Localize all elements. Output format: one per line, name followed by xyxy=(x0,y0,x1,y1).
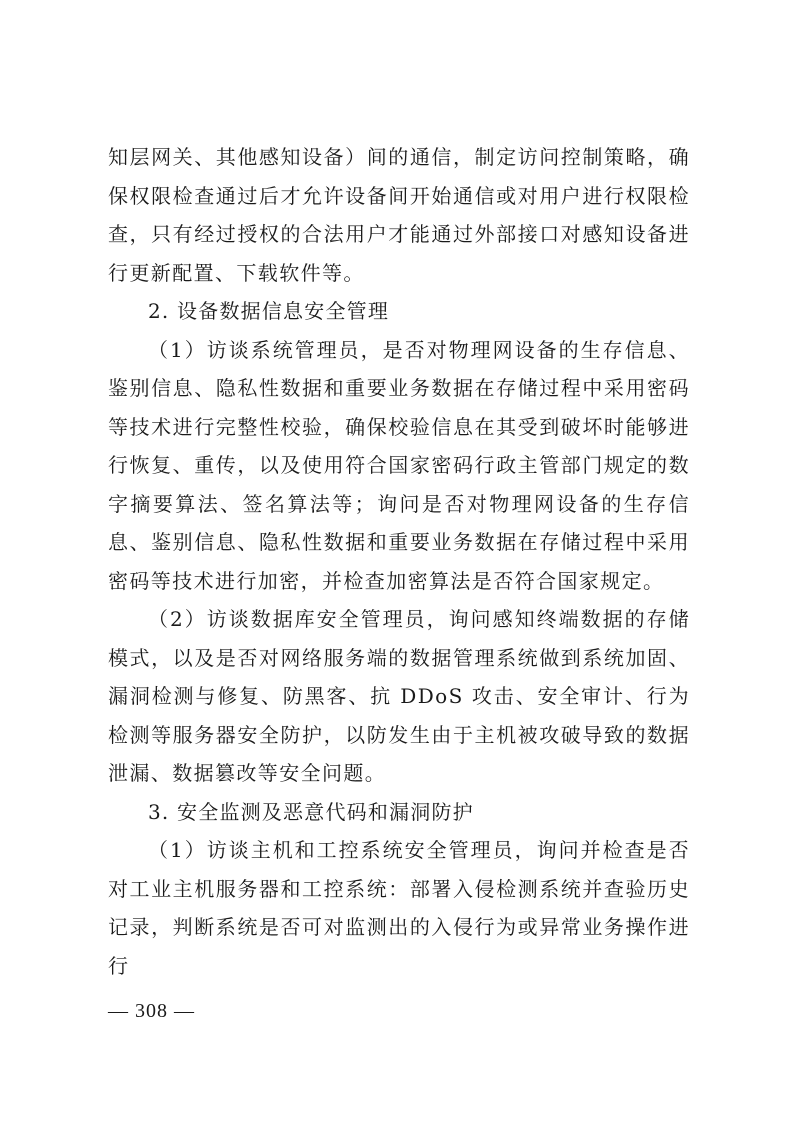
paragraph-2-1: （1）访谈系统管理员，是否对物理网设备的生存信息、鉴别信息、隐私性数据和重要业务数据在存储过程中采用密码等技术进行完整性校验，确保校验信息在其受到破坏时能够进行恢复、重传，以及使用符合国家密码行政主管部门规定的数字摘要算法、签名算法等；询问是否对物理网设备的生存信息、鉴别信息、隐私性数据和重要业务数据在存储过程中采用密码等技术进行加密，并检查加密算法是否符合国家规定。 xyxy=(108,337,690,593)
page-number: — 308 — xyxy=(108,1000,195,1022)
section-heading-3: 3. 安全监测及恶意代码和漏洞防护 xyxy=(148,799,474,824)
document-body xyxy=(108,138,690,985)
paragraph-2-2: （2）访谈数据库安全管理员，询问感知终端数据的存储模式，以及是否对网络服务端的数据管理系统做到系统加固、漏洞检测与修复、防黑客、抗 DDoS 攻击、安全审计、行为检测等服务器安全防护，以防发生由于主机被攻破导致的数据泄漏、数据篡改等安全问题。 xyxy=(108,607,690,785)
paragraph-3-1: （1）访谈主机和工控系统安全管理员，询问并检查是否对工业主机服务器和工控系统：部署入侵检测系统并查验历史记录，判断系统是否可对监测出的入侵行为或异常业务操作进行 xyxy=(108,838,690,978)
paragraph-continuation: 知层网关、其他感知设备）间的通信，制定访问控制策略，确保权限检查通过后才允许设备间开始通信或对用户进行权限检查，只有经过授权的合法用户才能通过外部接口对感知设备进行更新配置、下载软件等。 xyxy=(108,145,690,285)
section-heading-2: 2. 设备数据信息安全管理 xyxy=(148,299,390,323)
